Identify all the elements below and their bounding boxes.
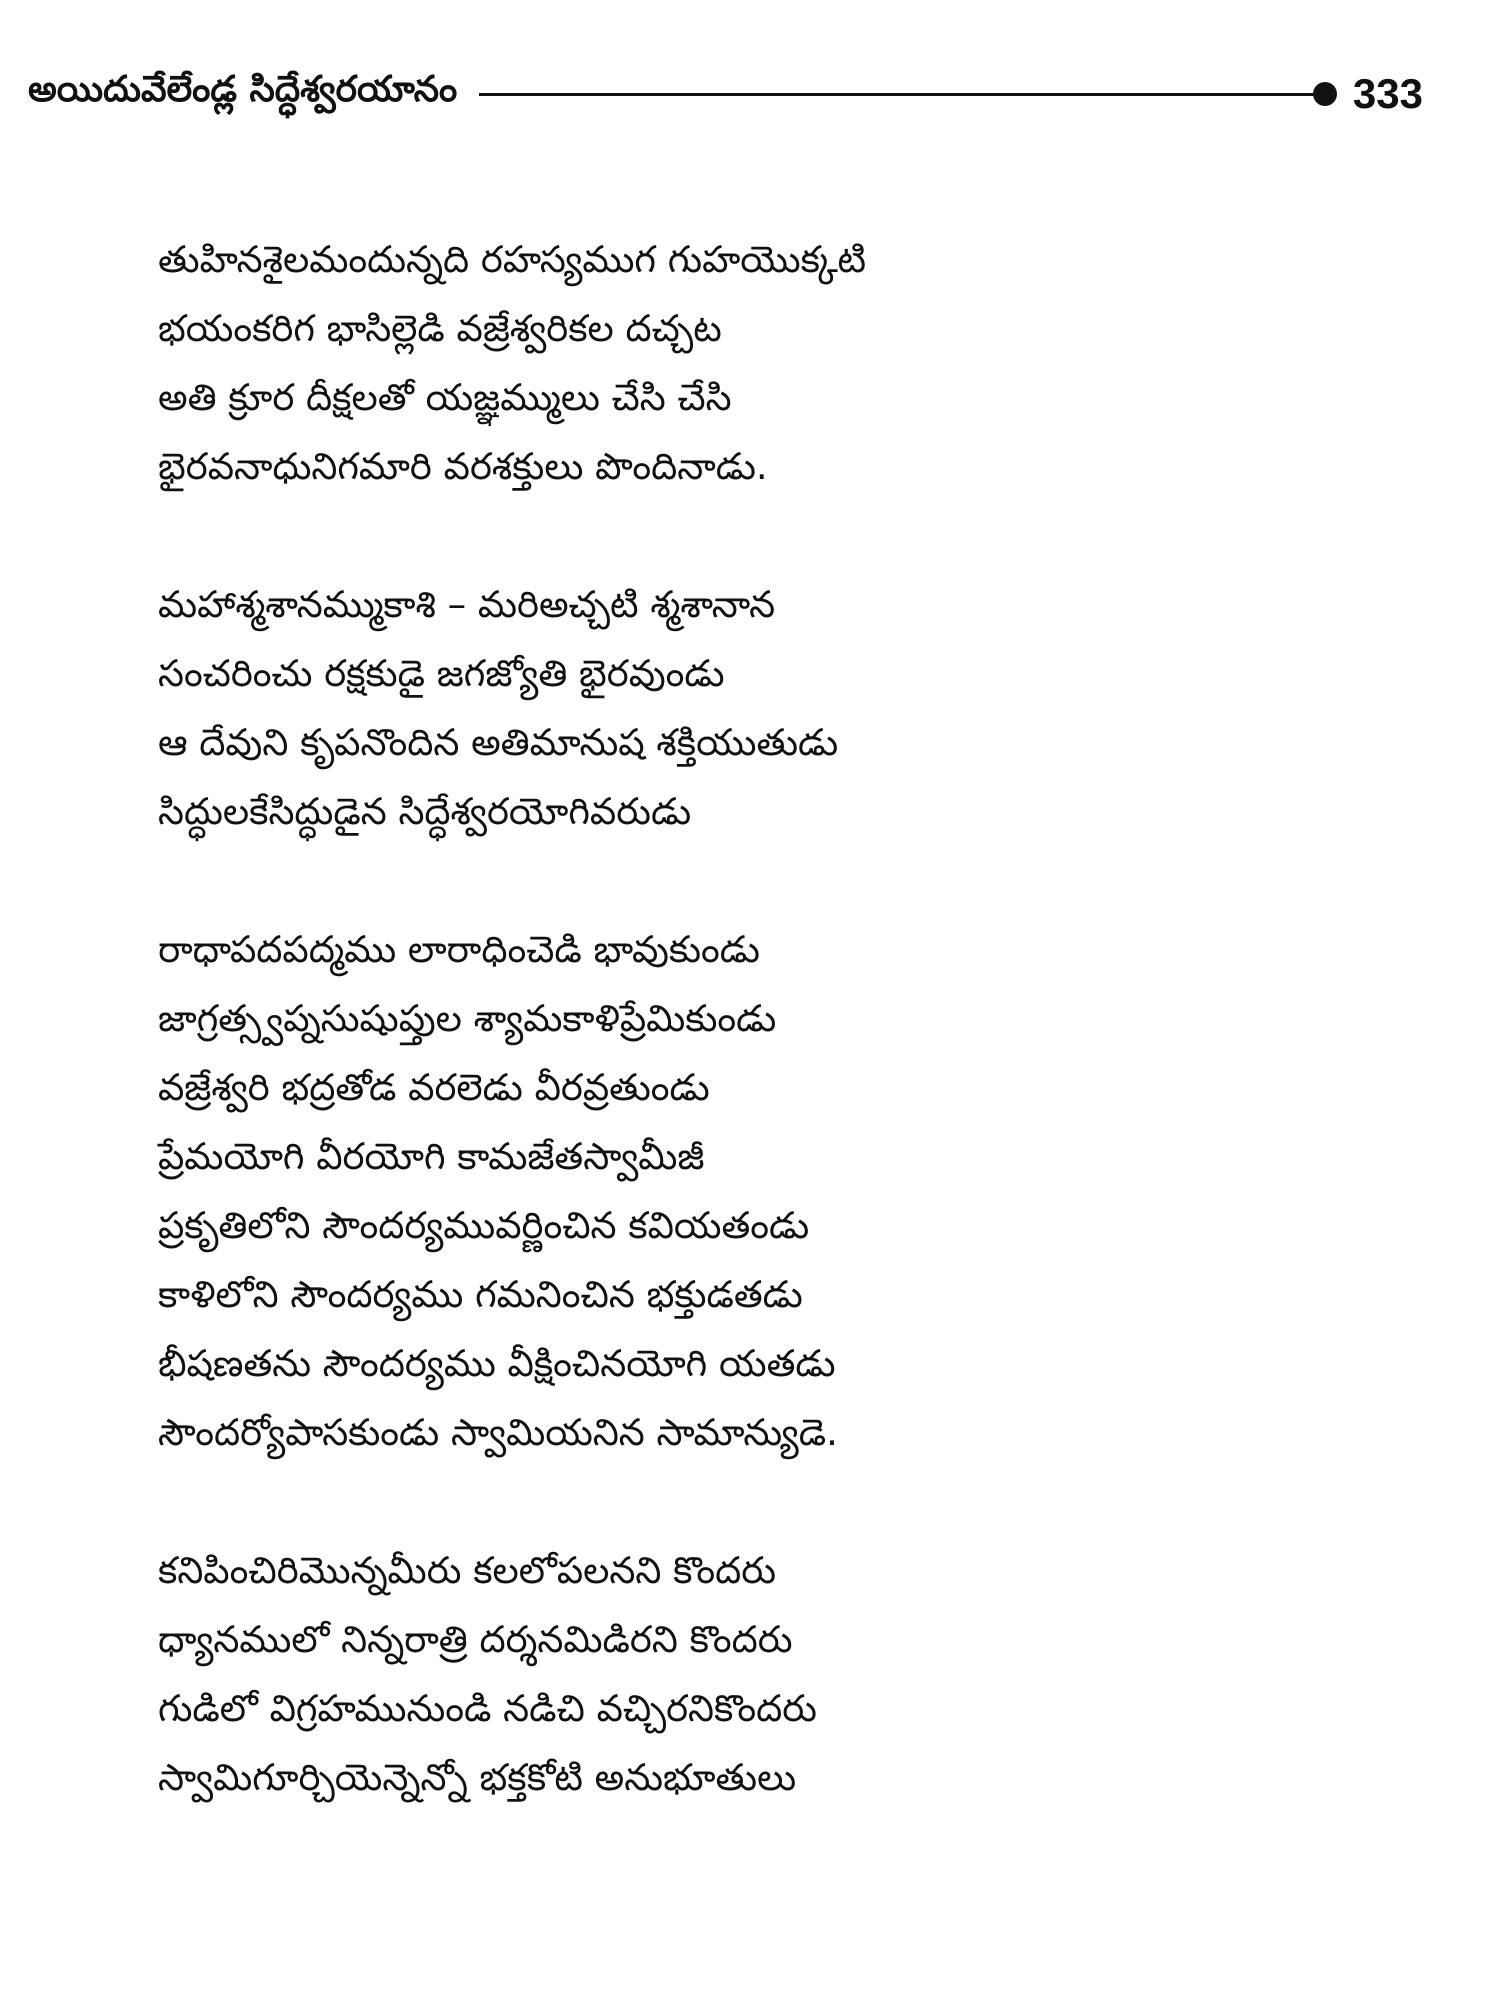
poem-body (158, 225, 1408, 1812)
verse-line: భీషణతను సౌందర్యము వీక్షించినయోగి యతడు (158, 1342, 836, 1385)
verse-line: ఆ దేవుని కృపనొందిన అతిమానుష శక్తియుతుడు (158, 721, 839, 764)
verse-line: ప్రకృతిలోని సౌందర్యమువర్ణించిన కవియతండు (158, 1204, 810, 1247)
verse-line: అతి క్రూర దీక్షలతో యజ్ఞమ్ములు చేసి చేసి (158, 376, 732, 419)
page-number: 333 (1352, 70, 1423, 117)
running-title: అయిదువేలేండ్ల సిద్ధేశ్వరయానం (28, 69, 458, 110)
verse-line: కాళిలోని సౌందర్యము గమనించిన భక్తుడతడు (158, 1273, 803, 1316)
stanza-4 (158, 1536, 1408, 1812)
stanza-2 (158, 570, 1408, 846)
verse-line: సంచరించు రక్షకుడై జగజ్యోతి భైరవుండు (158, 652, 725, 695)
verse-line: స్వామిగూర్చియెన్నెన్నో భక్తకోటి అనుభూతులు (158, 1756, 797, 1799)
verse-line: కనిపించిరిమొన్నమీరు కలలోపలనని కొందరు (158, 1549, 777, 1592)
verse-line: ప్రేమయోగి వీరయోగి కామజేతస్వామీజీ (158, 1135, 705, 1178)
verse-line: తుహినశైలమందున్నది రహస్యముగ గుహయొక్కటి (158, 238, 867, 281)
verse-line: భైరవనాధునిగమారి వరశక్తులు పొందినాడు. (158, 445, 768, 488)
header-rule (479, 93, 1317, 96)
verse-line: మహాశ్మశానమ్ముకాశి – మరిఅచ్చటి శ్మశానాన (158, 583, 776, 626)
verse-line: భయంకరిగ భాసిల్లెడి వజ్రేశ్వరికల దచ్చట (158, 307, 722, 350)
verse-line: సిద్ధులకేసిద్ధుడైన సిద్ధేశ్వరయోగివరుడు (158, 790, 692, 833)
stanza-1 (158, 225, 1408, 501)
verse-line: ధ్యానములో నిన్నరాత్రి దర్శనమిడిరని కొందరు (158, 1618, 793, 1661)
stanza-3 (158, 915, 1408, 1467)
verse-line: గుడిలో విగ్రహమునుండి నడిచి వచ్చిరనికొందరు (158, 1687, 817, 1730)
running-header (28, 66, 1423, 122)
verse-line: జాగ్రత్స్వప్నసుషుప్తుల శ్యామకాళిప్రేమికుండు (158, 997, 777, 1040)
verse-line: సౌందర్యోపాసకుండు స్వామియనిన సామాన్యుడె. (158, 1411, 838, 1454)
verse-line: వజ్రేశ్వరి భద్రతోడ వరలెడు వీరవ్రతుండు (158, 1066, 710, 1109)
verse-line: రాధాపదపద్మము లారాధించెడి భావుకుండు (158, 928, 760, 971)
